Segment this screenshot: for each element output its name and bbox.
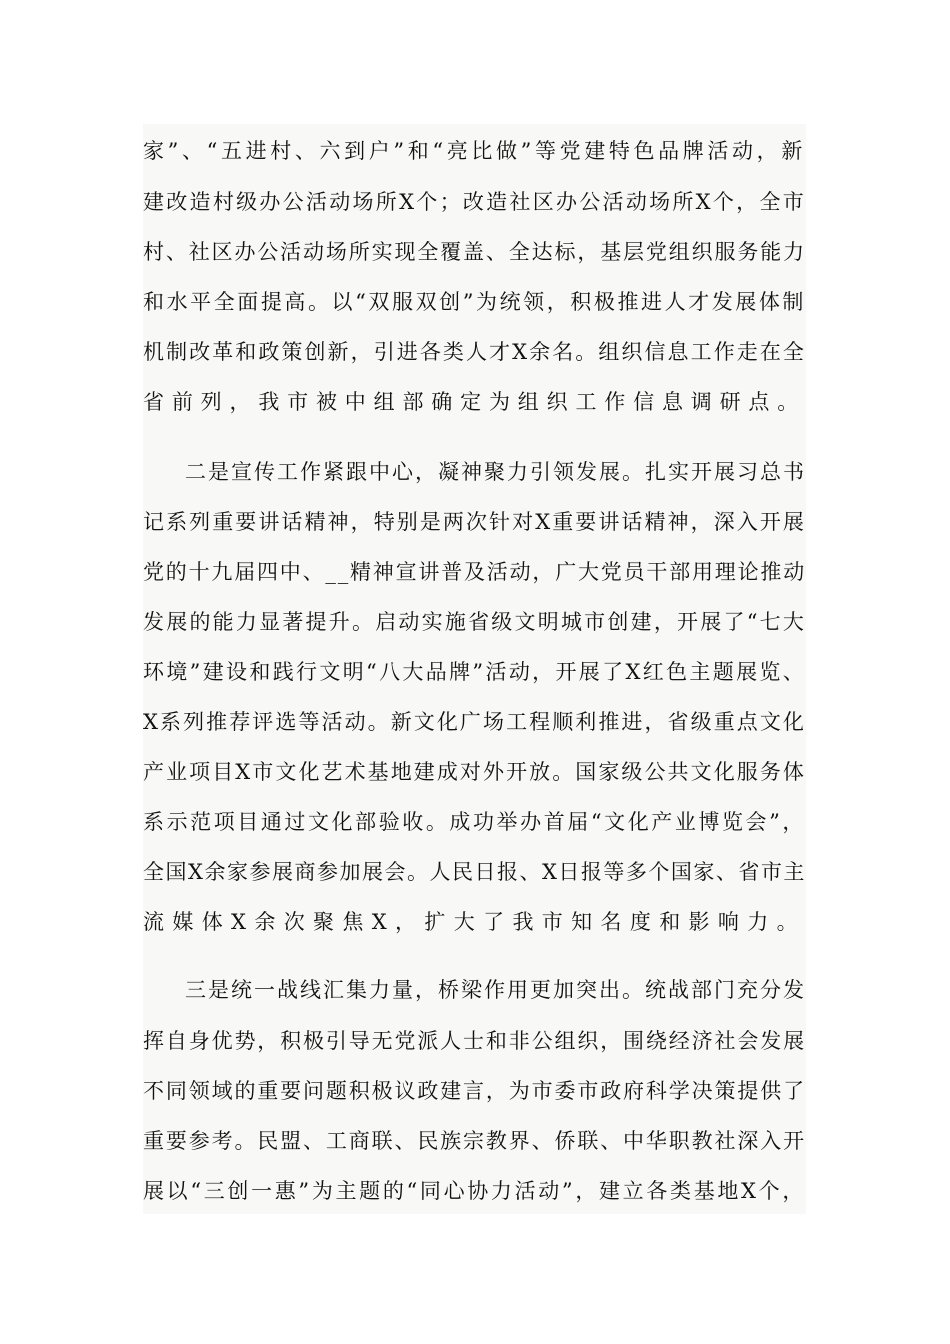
text-line: 村、社区办公活动场所实现全覆盖、全达标，基层党组织服务能力 [143,240,806,264]
text-line: 二是宣传工作紧跟中心，凝神聚力引领发展。扎实开展习总书 [185,460,806,484]
text-line: 产业项目X市文化艺术基地建成对外开放。国家级公共文化服务体 [143,760,806,784]
text-line: 环境”建设和践行文明“八大品牌”活动，开展了X红色主题展览、 [143,660,807,684]
text-line: 省前列，我市被中组部确定为组织工作信息调研点。 [143,390,807,414]
text-line: 三是统一战线汇集力量，桥梁作用更加突出。统战部门充分发 [185,978,806,1002]
text-line: 和水平全面提高。以“双服双创”为统领，积极推进人才发展体制 [143,290,806,314]
text-line: 展以“三创一惠”为主题的“同心协力活动”，建立各类基地X个， [143,1179,806,1203]
text-line: 党的十九届四中、__精神宣讲普及活动，广大党员干部用理论推动 [143,560,806,584]
text-line: 挥自身优势，积极引导无党派人士和非公组织，围绕经济社会发展 [143,1029,806,1053]
text-line: 重要参考。民盟、工商联、民族宗教界、侨联、中华职教社深入开 [143,1129,806,1153]
text-line: 记系列重要讲话精神，特别是两次针对X重要讲话精神，深入开展 [143,510,806,534]
text-line: 全国X余家参展商参加展会。人民日报、X日报等多个国家、省市主 [143,860,806,884]
text-line: 家”、“五进村、六到户”和“亮比做”等党建特色品牌活动，新 [143,139,806,163]
document-text-block [143,124,806,1214]
text-line: 系示范项目通过文化部验收。成功举办首届“文化产业博览会”， [143,810,806,834]
text-line: X系列推荐评选等活动。新文化广场工程顺利推进，省级重点文化 [143,710,806,734]
text-line: 不同领域的重要问题积极议政建言，为市委市政府科学决策提供了 [143,1079,806,1103]
text-line: 建改造村级办公活动场所X个；改造社区办公活动场所X个，全市 [143,190,807,214]
text-line: 流媒体X余次聚焦X，扩大了我市知名度和影响力。 [143,910,806,934]
text-line: 发展的能力显著提升。启动实施省级文明城市创建，开展了“七大 [143,610,807,634]
text-line: 机制改革和政策创新，引进各类人才X余名。组织信息工作走在全 [143,340,806,364]
